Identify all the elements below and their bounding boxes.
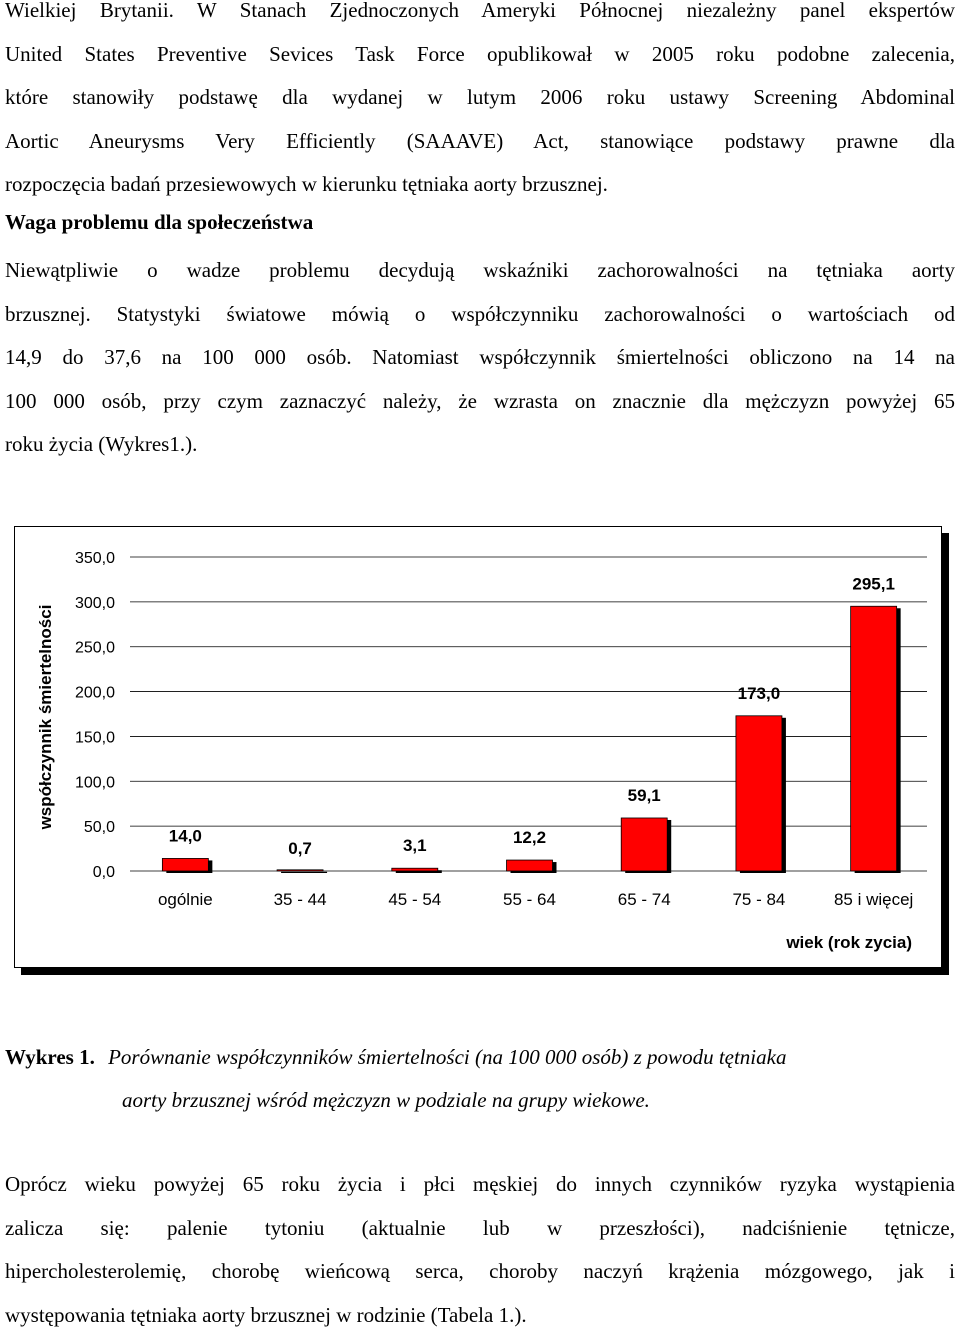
data-label: 295,1 [852, 574, 895, 593]
text-line: roku życia (Wykres1.). [5, 423, 955, 467]
y-tick-label: 50,0 [84, 819, 115, 836]
bar [392, 868, 438, 871]
text-line: zalicza się: palenie tytoniu (aktualnie lub w przeszłości), nadciśnienie tętnicze, [5, 1207, 955, 1251]
x-tick-label: 55 - 64 [503, 890, 556, 909]
y-tick-label: 100,0 [75, 774, 115, 791]
paragraph-risk-factors [5, 1163, 955, 1337]
y-axis-label: współczynnik śmiertelności [36, 605, 55, 831]
bar-shadow [281, 872, 327, 873]
text-line: Oprócz wieku powyżej 65 roku życia i płci męskiej do innych czynników ryzyka wystąpienia [5, 1163, 955, 1207]
data-label: 12,2 [513, 828, 546, 847]
x-tick-label: 75 - 84 [732, 890, 785, 909]
caption-line [5, 1079, 955, 1122]
text-line: 14,9 do 37,6 na 100 000 osób. Natomiast współczynnik śmiertelności obliczono na 14 na [5, 336, 955, 380]
text-line [5, 76, 955, 120]
text-line-content: Wielkiej Brytanii. W Stanach Zjednoczonych Ameryki Północnej niezależny panel ekspertów [5, 0, 955, 22]
text-line: 100 000 osób, przy czym zaznaczyć należy, że wzrasta on znacznie dla mężczyzn powyżej 65 [5, 380, 955, 424]
y-tick-label: 150,0 [75, 729, 115, 746]
bar [277, 870, 323, 871]
data-label: 3,1 [403, 836, 427, 855]
bar [507, 860, 553, 871]
y-tick-label: 350,0 [75, 550, 115, 567]
text-line-content: Aortic Aneurysms Very Efficiently (SAAAVE) Act, stanowiące podstawy prawne dla [5, 129, 955, 153]
y-tick-label: 300,0 [75, 595, 115, 612]
chart-frame [14, 526, 942, 968]
paragraph-intro [5, 0, 955, 207]
text-line: występowania tętniaka aorty brzusznej w rodzinie (Tabela 1.). [5, 1294, 955, 1337]
bar [851, 606, 897, 871]
text-line-content: United States Preventive Sevices Task Force opublikował w 2005 roku podobne zalecenia, [5, 42, 955, 66]
y-tick-label: 200,0 [75, 685, 115, 702]
text-line [5, 163, 955, 207]
mortality-bar-chart [15, 527, 941, 967]
text-line [5, 0, 955, 33]
text-line: Niewątpliwie o wadze problemu decydują wskaźniki zachorowalności na tętniaka aorty [5, 249, 955, 293]
caption-text: Porównanie współczynników śmiertelności (na 100 000 osób) z powodu tętniaka [108, 1045, 786, 1069]
data-label: 59,1 [628, 786, 661, 805]
data-label: 0,7 [288, 839, 312, 858]
text-line: brzusznej. Statystyki światowe mówią o współczynniku zachorowalności o wartościach od [5, 293, 955, 337]
data-label: 173,0 [738, 684, 781, 703]
text-line [5, 33, 955, 77]
bar [621, 818, 667, 871]
x-axis-label: wiek (rok zycia) [785, 933, 912, 952]
bar [736, 716, 782, 871]
x-tick-label: 65 - 74 [618, 890, 671, 909]
caption-line [5, 1036, 955, 1079]
x-tick-label: 85 i więcej [834, 890, 913, 909]
x-tick-label: ogólnie [158, 890, 213, 909]
caption-label: Wykres 1. [5, 1045, 95, 1069]
text-line: hipercholesterolemię, chorobę wieńcową serca, choroby naczyń krążenia mózgowego, jak i [5, 1250, 955, 1294]
paragraph-problem [5, 249, 955, 467]
text-line-content: rozpoczęcia badań przesiewowych w kierunku tętniaka aorty brzusznej. [5, 172, 608, 196]
text-line-content: które stanowiły podstawę dla wydanej w lutym 2006 roku ustawy Screening Abdominal [5, 85, 955, 109]
data-label: 14,0 [169, 826, 202, 845]
x-tick-label: 45 - 54 [388, 890, 441, 909]
bar [162, 858, 208, 871]
y-tick-label: 250,0 [75, 640, 115, 657]
section-heading: Waga problemu dla społeczeństwa [5, 210, 313, 235]
figure-caption [5, 1036, 955, 1122]
caption-text: aorty brzusznej wśród mężczyzn w podziale na grupy wiekowe. [122, 1088, 650, 1112]
y-tick-label: 0,0 [93, 864, 115, 881]
text-line [5, 120, 955, 164]
x-tick-label: 35 - 44 [274, 890, 327, 909]
